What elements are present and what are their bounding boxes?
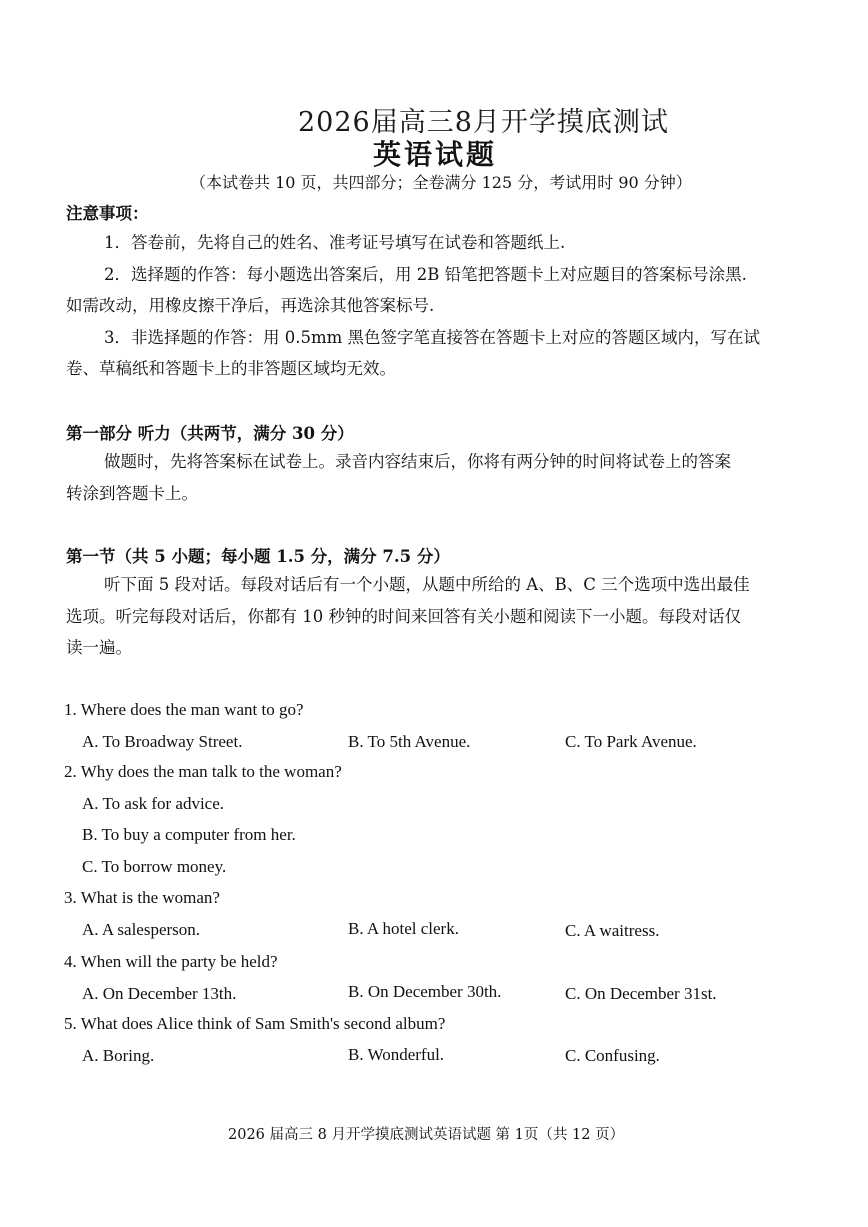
notice-item: 卷、草稿纸和答题卡上的非答题区域均无效。 [66,359,396,378]
question-stem: 4. When will the party be held? [64,952,278,971]
notice-item: 如需改动，用橡皮擦干净后，再选涂其他答案标号. [66,296,435,315]
option-c: C. To borrow money. [82,857,227,876]
option-b: B. Wonderful. [348,1045,445,1064]
notice-heading: 注意事项： [66,204,149,223]
question-stem: 5. What does Alice think of Sam Smith's second album? [64,1014,446,1033]
option-a: A. On December 13th. [82,984,237,1003]
option-c: C. To Park Avenue. [565,732,697,751]
section1-intro: 读一遍。 [66,638,132,657]
option-a: A. A salesperson. [82,920,201,939]
section1-intro: 听下面 5 段对话。每段对话后有一个小题，从题中所给的 A、B、C 三个选项中选出最佳 [104,575,750,594]
part1-heading: 第一部分 听力（共两节，满分 30 分） [66,424,354,443]
option-b: B. To 5th Avenue. [348,732,471,751]
part1-intro: 转涂到答题卡上。 [66,484,198,503]
option-a: A. Boring. [82,1046,155,1065]
exam-title: 2026届高三8月开学摸底测试 [298,107,669,138]
option-a: A. To ask for advice. [82,794,225,813]
notice-item: 3．非选择题的作答：用 0.5mm 黑色签字笔直接答在答题卡上对应的答题区域内，写在试 [104,328,761,347]
option-c: C. On December 31st. [565,984,717,1003]
section1-intro: 选项。听完每段对话后，你都有 10 秒钟的时间来回答有关小题和阅读下一小题。每段对话仅 [66,607,741,626]
exam-subject-title: 英语试题 [373,138,498,171]
question-stem: 1. Where does the man want to go? [64,700,304,719]
option-c: C. Confusing. [565,1046,660,1065]
option-b: B. To buy a computer from her. [82,825,296,844]
exam-info: （本试卷共 10 页，共四部分；全卷满分 125 分，考试用时 90 分钟） [190,173,692,192]
question-stem: 2. Why does the man talk to the woman? [64,762,342,781]
option-b: B. On December 30th. [348,982,502,1001]
question-stem: 3. What is the woman? [64,888,220,907]
section1-heading: 第一节（共 5 小题；每小题 1.5 分，满分 7.5 分） [66,547,450,566]
notice-item: 2．选择题的作答：每小题选出答案后，用 2B 铅笔把答题卡上对应题目的答案标号涂黑. [104,265,747,284]
page-footer: 2026 届高三 8 月开学摸底测试英语试题 第 1页（共 12 页） [228,1127,625,1143]
part1-intro: 做题时，先将答案标在试卷上。录音内容结束后，你将有两分钟的时间将试卷上的答案 [104,452,731,471]
option-a: A. To Broadway Street. [82,732,243,751]
option-c: C. A waitress. [565,921,660,940]
notice-item: 1．答卷前，先将自己的姓名、准考证号填写在试卷和答题纸上. [104,233,566,252]
option-b: B. A hotel clerk. [348,919,459,938]
